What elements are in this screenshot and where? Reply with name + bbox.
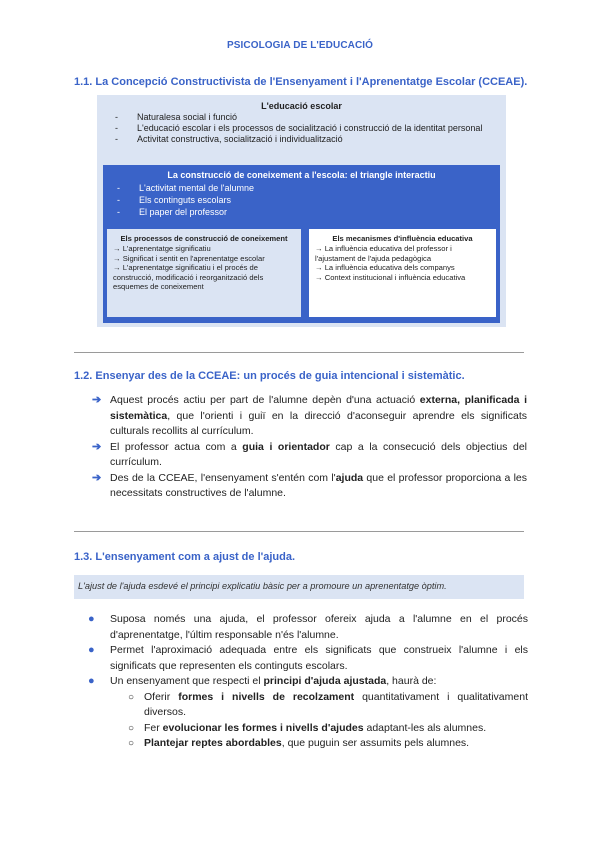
educational-influence-box <box>309 229 496 317</box>
list-item: - El paper del professor <box>117 207 228 217</box>
list-item: → Significat i sentit en l'aprenentatge escolar <box>113 253 265 263</box>
list-item: - L'educació escolar i els processos de socialització i construcció de la identitat personal <box>115 123 483 133</box>
list-item: ○ Plantejar reptes abordables, que puguin ser assumits pels alumnes. <box>128 736 528 752</box>
list-item: ➔ Des de la CCEAE, l'ensenyament s'entén com l'ajuda que el professor proporciona a les necessitats constructives de l'alumne. <box>92 471 527 502</box>
arrow-icon: ➔ <box>92 394 102 406</box>
list-item: ○ Oferir formes i nivells de recolzament quantitativament i qualitativament diversos. <box>128 690 528 721</box>
cceae-diagram <box>97 95 506 327</box>
list-item: - Activitat constructiva, socialització i individualització <box>115 134 343 144</box>
triangle-panel-title: La construcció de coneixement a l'escola: el triangle interactiu <box>167 170 436 180</box>
divider <box>74 531 524 532</box>
box-title: Els mecanismes d'influència educativa <box>332 234 473 243</box>
document-title: PSICOLOGIA DE L'EDUCACIÓ <box>226 40 374 51</box>
list-item: ● Permet l'aproximació adequada entre els significats que construeix l'alumne i els significats que representen els continguts escolars. <box>88 643 528 674</box>
list-item: ➔ Aquest procés actiu per part de l'alumne depèn d'una actuació externa, planificada i sistemàtica, que l'orienti i guiï en la direcció d'aconseguir aprendre els significats culturals recollits al currículum. <box>92 393 527 440</box>
list-item: → L'aprenentatge significatiu <box>113 244 211 254</box>
list-item: → Context institucional i influència educativa <box>315 272 466 282</box>
circle-bullet-icon: ○ <box>128 722 135 734</box>
arrow-icon: ➔ <box>92 471 102 484</box>
diagram-top-list <box>115 112 500 145</box>
list-item: → La influència educativa del professor i l'ajustament de l'ajuda pedagògica <box>315 244 452 263</box>
bullet-icon: ● <box>88 613 95 625</box>
bullet-icon: ● <box>88 644 95 656</box>
section-3-heading: 1.3. L'ensenyament com a ajust de l'ajuda. <box>74 551 296 563</box>
bullet-icon: ● <box>88 675 95 687</box>
highlight-quote: L'ajust de l'ajuda esdevé el principi explicatiu bàsic per a promoure un aprenentatge òptim. <box>74 575 524 599</box>
box-title: Els processos de construcció de coneixement <box>120 234 288 243</box>
knowledge-construction-box <box>107 229 301 317</box>
list-item: → L'aprenentatge significatiu i el procés de construcció, modificació i reorganització dels esquemes de coneixement <box>113 263 264 292</box>
list-item: - Naturalesa social i funció <box>115 112 238 122</box>
divider <box>74 352 524 353</box>
list-item: - L'activitat mental de l'alumne <box>117 183 254 193</box>
diagram-top-title: L'educació escolar <box>261 101 342 111</box>
circle-bullet-icon: ○ <box>128 738 135 749</box>
arrow-icon: ➔ <box>92 440 102 453</box>
triangle-interactive-panel <box>103 165 500 323</box>
triangle-panel-list <box>117 182 254 218</box>
list-item: ● Un ensenyament que respecti el principi d'ajuda ajustada, haurà de: <box>88 674 528 690</box>
list-item: ➔ El professor actua com a guia i orientador cap a la consecució dels objectius del currículum. <box>92 440 527 471</box>
section-2-heading: 1.2. Ensenyar des de la CCEAE: un procés de guia intencional i sistemàtic. <box>74 370 465 382</box>
circle-bullet-icon: ○ <box>128 691 135 703</box>
list-item: ● Suposa només una ajuda, el professor ofereix ajuda a l'alumne en el procés d'aprenentatge, l'últim responsable n'és l'alumne. <box>88 612 528 643</box>
section-2-list <box>92 393 527 502</box>
list-item: - Els continguts escolars <box>117 195 232 205</box>
section-1-heading: 1.1. La Concepció Constructivista de l'Ensenyament i l'Aprenentatge Escolar (CCEAE). <box>74 76 528 88</box>
section-3-list <box>88 612 528 752</box>
list-item: → La influència educativa dels companys <box>315 263 455 273</box>
list-item: ○ Fer evolucionar les formes i nivells d'ajudes adaptant-les als alumnes. <box>128 721 528 737</box>
sub-list <box>88 690 528 752</box>
